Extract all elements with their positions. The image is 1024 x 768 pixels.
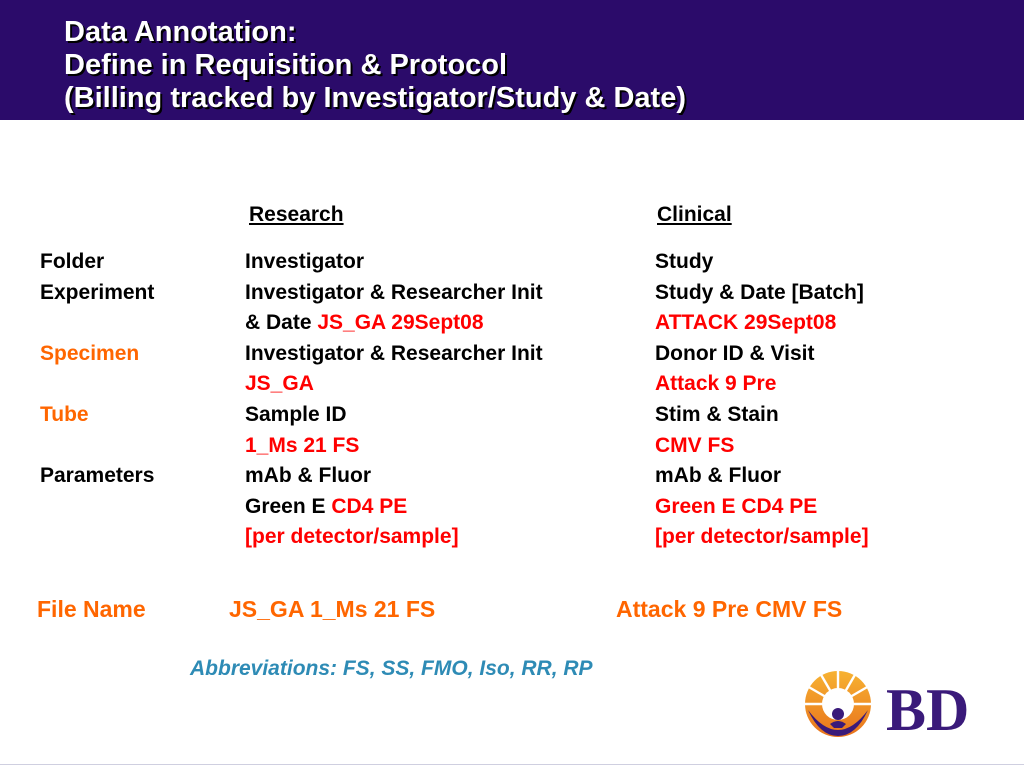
bottom-divider (0, 764, 1024, 765)
research-folder: Investigator (245, 250, 365, 273)
clinical-specimen-example: Attack 9 Pre (655, 372, 777, 396)
file-name-clinical: Attack 9 Pre CMV FS (616, 596, 843, 622)
clinical-column (655, 247, 869, 553)
research-experiment: Investigator & Researcher Init (245, 280, 543, 304)
label-tube: Tube (40, 402, 89, 426)
clinical-experiment: Study & Date [Batch] (655, 280, 864, 304)
research-tube-example: 1_Ms 21 FS (245, 433, 360, 457)
clinical-heading: Clinical (657, 203, 732, 226)
research-parameters-example-line (245, 492, 543, 523)
title-line-1: Data Annotation: (64, 16, 297, 48)
clinical-experiment-example: ATTACK 29Sept08 (655, 311, 837, 335)
spacer (40, 431, 154, 462)
research-tube: Sample ID (245, 402, 347, 426)
research-heading: Research (249, 203, 344, 226)
research-parameters-example: CD4 PE (331, 494, 408, 518)
spacer (40, 308, 154, 339)
title-line-2: Define in Requisition & Protocol (64, 49, 508, 81)
labels-column (40, 247, 154, 492)
label-specimen: Specimen (40, 341, 140, 365)
research-parameters-prefix: Green E (245, 494, 332, 518)
slide-title (64, 16, 686, 115)
bd-logo (800, 664, 980, 748)
research-column (245, 247, 543, 553)
spacer (40, 369, 154, 400)
clinical-specimen: Donor ID & Visit (655, 341, 815, 365)
clinical-per-detector: [per detector/sample] (655, 525, 869, 549)
research-experiment-date-prefix: & Date (245, 311, 318, 335)
abbreviations-note: Abbreviations: FS, SS, FMO, Iso, RR, RP (190, 657, 593, 680)
clinical-tube: Stim & Stain (655, 402, 779, 426)
clinical-folder: Study (655, 250, 714, 273)
research-specimen: Investigator & Researcher Init (245, 341, 543, 365)
title-line-3: (Billing tracked by Investigator/Study & Date) (64, 82, 686, 114)
bd-sunburst-icon (800, 664, 980, 748)
research-experiment-date (245, 308, 543, 339)
clinical-parameters-example: Green E CD4 PE (655, 494, 818, 518)
label-parameters: Parameters (40, 464, 155, 488)
file-name-label: File Name (37, 596, 146, 622)
label-experiment: Experiment (40, 280, 155, 304)
research-experiment-example: JS_GA 29Sept08 (317, 311, 484, 335)
label-folder: Folder (40, 250, 105, 273)
file-name-research: JS_GA 1_Ms 21 FS (229, 596, 436, 622)
research-parameters: mAb & Fluor (245, 464, 371, 488)
research-specimen-example: JS_GA (245, 372, 314, 396)
clinical-parameters: mAb & Fluor (655, 464, 781, 488)
title-bar (0, 0, 1024, 120)
research-per-detector: [per detector/sample] (245, 525, 459, 549)
bd-logo-text: BD (886, 677, 970, 743)
clinical-tube-example: CMV FS (655, 433, 735, 457)
